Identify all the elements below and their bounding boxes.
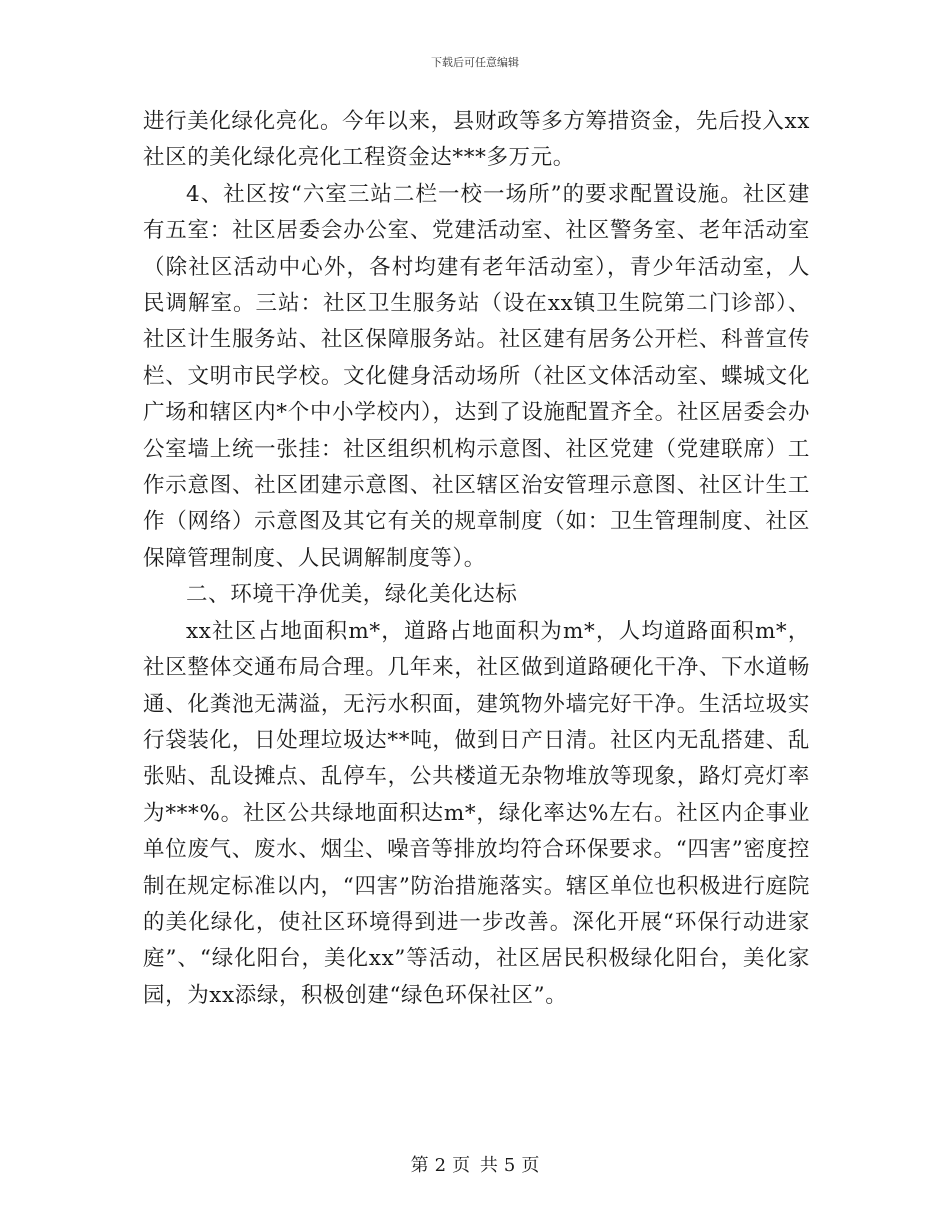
footer-page-number: 2 bbox=[434, 1155, 447, 1176]
footer-prefix: 第 bbox=[410, 1155, 429, 1176]
document-body bbox=[143, 104, 810, 1014]
page-footer bbox=[0, 1151, 950, 1177]
paragraph-facilities: 4、社区按“六室三站二栏一校一场所”的要求配置设施。社区建有五室：社区居委会办公室、党建活动室、社区警务室、老年活动室（除社区活动中心外，各村均建有老年活动室），青少年活动室，人民调解室。三站：社区卫生服务站（设在xx镇卫生院第二门诊部）、社区计生服务站、社区保障服务站。社区建有居务公开栏、科普宣传栏、文明市民学校。文化健身活动场所（社区文体活动室、蝶城文化广场和辖区内*个中小学校内），达到了设施配置齐全。社区居委会办公室墙上统一张挂：社区组织机构示意图、社区党建（党建联席）工作示意图、社区团建示意图、社区辖区治安管理示意图、社区计生工作（网络）示意图及其它有关的规章制度（如：卫生管理制度、社区保障管理制度、人民调解制度等）。 bbox=[143, 181, 810, 571]
paragraph-environment: xx社区占地面积m*，道路占地面积为m*，人均道路面积m*，社区整体交通布局合理。几年来，社区做到道路硬化干净、下水道畅通、化粪池无满溢，无污水积面，建筑物外墙完好干净。生活垃圾实行袋装化，日处理垃圾达**吨，做到日产日清。社区内无乱搭建、乱张贴、乱设摊点、乱停车，公共楼道无杂物堆放等现象，路灯亮灯率为***%。社区公共绿地面积达m*，绿化率达%左右。社区内企事业单位废气、废水、烟尘、噪音等排放均符合环保要求。“四害”密度控制在规定标准以内，“四害”防治措施落实。辖区单位也积极进行庭院的美化绿化，使社区环境得到进一步改善。深化开展“环保行动进家庭”、“绿化阳台，美化xx”等活动，社区居民积极绿化阳台，美化家园，为xx添绿，积极创建“绿色环保社区”。 bbox=[143, 618, 810, 1008]
page-header: 下载后可任意编辑 bbox=[431, 56, 519, 69]
footer-suffix: 页 bbox=[521, 1155, 540, 1176]
footer-middle: 页 共 bbox=[452, 1155, 498, 1176]
section-heading: 二、环境干净优美，绿化美化达标 bbox=[186, 582, 518, 608]
paragraph-continuation: 进行美化绿化亮化。今年以来，县财政等多方筹措资金，先后投入xx社区的美化绿化亮化工程资金达***多万元。 bbox=[143, 109, 810, 171]
footer-total-pages: 5 bbox=[503, 1155, 516, 1176]
